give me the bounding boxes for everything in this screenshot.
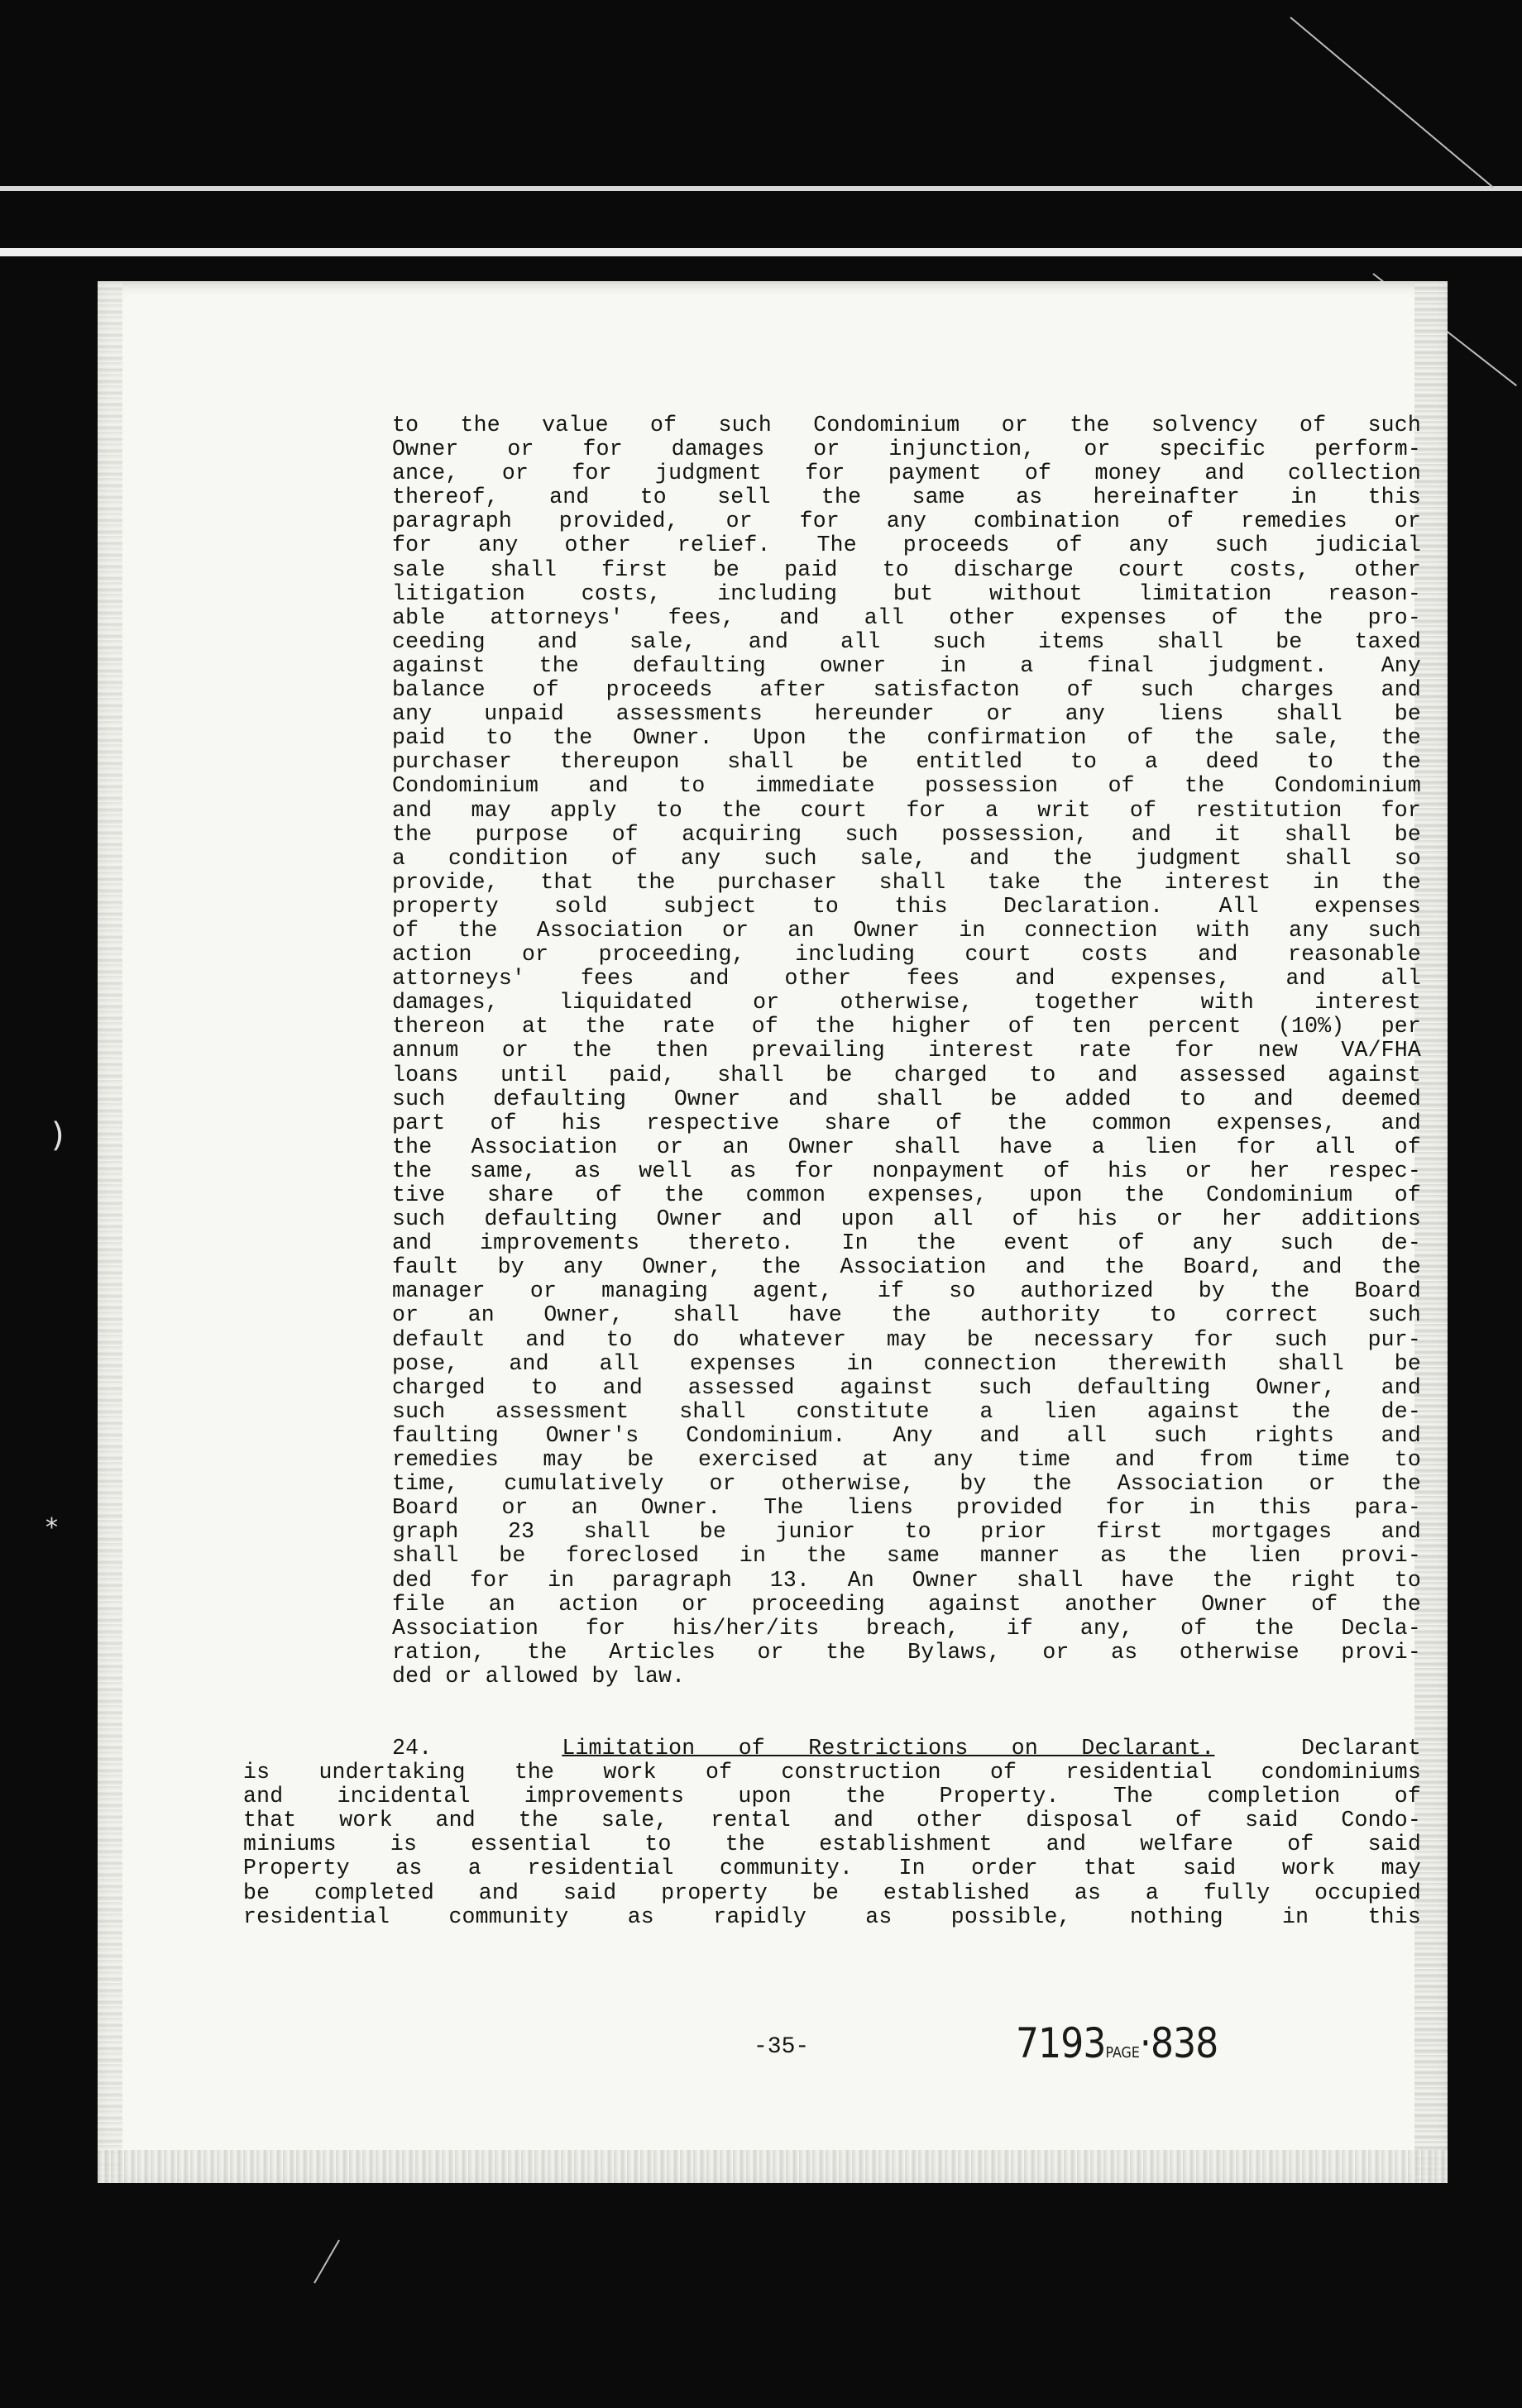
text-line: and incidental improvements upon the Property. The completion of xyxy=(243,1784,1421,1809)
text-line: litigation costs, including but without limitation reason- xyxy=(392,581,1421,606)
text-line: ration, the Articles or the Bylaws, or as otherwise provi- xyxy=(392,1640,1421,1665)
text-line: is undertaking the work of construction of residential condominiums xyxy=(243,1761,1421,1785)
recording-stamp: 7193PAGE·838 xyxy=(1016,2019,1218,2067)
text-line: paid to the Owner. Upon the confirmation of the sale, the xyxy=(392,726,1421,751)
scan-top-border xyxy=(0,0,1522,281)
text-line: the same, as well as for nonpayment of his or her respec- xyxy=(392,1159,1421,1183)
text-line: Association for his/her/its breach, if any, of the Decla- xyxy=(392,1616,1421,1641)
text-line: damages, liquidated or otherwise, together with interest xyxy=(392,991,1421,1015)
text-line: and improvements thereto. In the event of any such de- xyxy=(392,1231,1421,1256)
text-line: ded for in paragraph 13. An Owner shall have the right to xyxy=(392,1568,1421,1593)
text-line: the purpose of acquiring such possession, and it shall be xyxy=(392,822,1421,847)
margin-mark: * xyxy=(45,1513,58,1542)
scan-scratch xyxy=(313,2240,340,2284)
page-edge-noise xyxy=(98,2150,1448,2183)
text-line: for any other relief. The proceeds of any such judicial xyxy=(392,533,1421,558)
scan-rule-line xyxy=(0,186,1522,191)
text-line: Property as a residential community. In order that said work may xyxy=(243,1856,1421,1881)
text-line: tive share of the common expenses, upon the Condominium of xyxy=(392,1183,1421,1207)
text-line: paragraph provided, or for any combination of remedies or xyxy=(392,509,1421,534)
text-line: attorneys' fees and other fees and expenses, and all xyxy=(392,967,1421,991)
section-title: Limitation of Restrictions on Declarant. xyxy=(562,1737,1215,1761)
section-24-heading-line xyxy=(243,1737,1421,1761)
text-line: miniums is essential to the establishment and welfare of said xyxy=(243,1832,1421,1857)
text-line: Condominium and to immediate possession of the Condominium xyxy=(392,774,1421,799)
text-line: thereon at the rate of the higher of ten percent (10%) per xyxy=(392,1015,1421,1039)
text-line: charged to and assessed against such defaulting Owner, and xyxy=(392,1375,1421,1400)
text-line: annum or the then prevailing interest rate for new VA/FHA xyxy=(392,1039,1421,1063)
text-line: such defaulting Owner and upon all of his or her additions xyxy=(392,1207,1421,1232)
section-24-body xyxy=(243,1761,1421,1929)
text-line: any unpaid assessments hereunder or any liens shall be xyxy=(392,702,1421,727)
text-line: ded or allowed by law. xyxy=(392,1664,686,1689)
page-number: -35- xyxy=(754,2034,810,2060)
recording-page: 838 xyxy=(1150,2019,1218,2067)
text-line: time, cumulatively or otherwise, by the Association or the xyxy=(392,1472,1421,1497)
section-24-first-line-rest: Declarant xyxy=(1301,1737,1421,1761)
text-line: property sold subject to this Declaration. All expenses xyxy=(392,894,1421,919)
text-line: such assessment shall constitute a lien against the de- xyxy=(392,1399,1421,1424)
text-line: remedies may be exercised at any time and from time to xyxy=(392,1448,1421,1473)
text-line: a condition of any such sale, and the judgment shall so xyxy=(392,846,1421,871)
text-line: part of his respective share of the common expenses, and xyxy=(392,1111,1421,1135)
text-line: purchaser thereupon shall be entitled to a deed to the xyxy=(392,750,1421,775)
text-line: Owner or for damages or injunction, or specific perform- xyxy=(392,437,1421,462)
page-edge-noise xyxy=(98,281,122,2183)
recording-book: 7193 xyxy=(1016,2019,1106,2067)
section-number: 24. xyxy=(392,1737,433,1761)
text-line: graph 23 shall be junior to prior first mortgages and xyxy=(392,1520,1421,1545)
text-line: sale shall first be paid to discharge court costs, other xyxy=(392,557,1421,582)
text-line: faulting Owner's Condominium. Any and all such rights and xyxy=(392,1423,1421,1448)
text-line: be completed and said property be established as a fully occupied xyxy=(243,1880,1421,1905)
text-line: able attorneys' fees, and all other expenses of the pro- xyxy=(392,605,1421,630)
text-line: pose, and all expenses in connection therewith shall be xyxy=(392,1351,1421,1376)
text-line: that work and the sale, rental and other disposal of said Condo- xyxy=(243,1808,1421,1833)
section-24-paragraph xyxy=(243,1737,1421,1929)
text-line: thereof, and to sell the same as hereinafter in this xyxy=(392,485,1421,510)
text-line: provide, that the purchaser shall take the interest in the xyxy=(392,870,1421,895)
text-line: such defaulting Owner and shall be added to and deemed xyxy=(392,1087,1421,1111)
text-line: of the Association or an Owner in connection with any such xyxy=(392,918,1421,943)
text-line: ceeding and sale, and all such items shall be taxed xyxy=(392,629,1421,654)
text-line: against the defaulting owner in a final judgment. Any xyxy=(392,653,1421,678)
text-line: shall be foreclosed in the same manner as the lien provi- xyxy=(392,1544,1421,1569)
text-line: Board or an Owner. The liens provided for in this para- xyxy=(392,1496,1421,1521)
text-line: the Association or an Owner shall have a lien for all of xyxy=(392,1135,1421,1159)
text-line: fault by any Owner, the Association and the Board, and the xyxy=(392,1255,1421,1280)
text-line: file an action or proceeding against another Owner of the xyxy=(392,1592,1421,1617)
text-line: to the value of such Condominium or the solvency of such xyxy=(392,413,1421,437)
recording-page-label: PAGE xyxy=(1105,2044,1140,2062)
text-line: balance of proceeds after satisfacton of such charges and xyxy=(392,678,1421,703)
text-line: or an Owner, shall have the authority to correct such xyxy=(392,1303,1421,1328)
document-page xyxy=(98,281,1448,2183)
text-line: action or proceeding, including court costs and reasonable xyxy=(392,943,1421,967)
continuation-paragraph xyxy=(392,413,1421,1689)
text-line: and may apply to the court for a writ of restitution for xyxy=(392,798,1421,823)
text-line: loans until paid, shall be charged to and assessed against xyxy=(392,1063,1421,1087)
text-line: ance, or for judgment for payment of money and collection xyxy=(392,461,1421,486)
text-line: residential community as rapidly as possible, nothing in this xyxy=(243,1904,1421,1929)
text-line: manager or managing agent, if so authorized by the Board xyxy=(392,1279,1421,1304)
margin-mark: ) xyxy=(51,1116,65,1154)
text-line: default and to do whatever may be necessary for such pur- xyxy=(392,1327,1421,1352)
scan-rule-line xyxy=(0,248,1522,256)
